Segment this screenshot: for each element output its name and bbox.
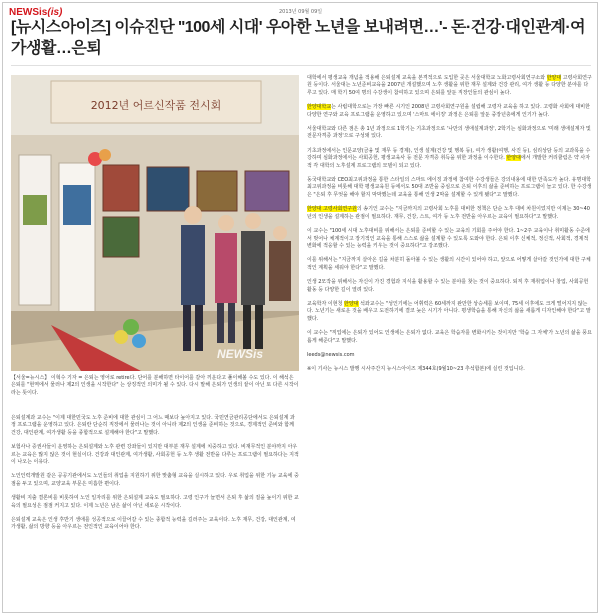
paragraph: 은퇴설계 교육은 인생 후반기 생애를 성공적으로 이끌어갈 수 있는 종합적 능력을 길러주는 교육이다. 노후 재무, 건강, 대인관계, 여가생활, 삶의 방향 등을 아우르는 전인적인 교육이어야 한다. xyxy=(11,517,296,531)
logo-paren-close: ) xyxy=(59,7,63,18)
article-column-left xyxy=(11,415,299,539)
paragraph: 한양대 고령사회연구원의 송기인 교수는 "지금까지의 고령사회 노후를 대비한 정책은 단순 노후 대비 차원이었지만 이제는 30~40년의 인생을 설계하는 관점이 필요하다. 재무, 건강, 스트, 여가 등 노후 전반을 아우르는 교육이 필요하다"고 말했다. xyxy=(307,206,590,220)
paragraph: 서울대학교와 다른 점은 총 1년 과정으로 1학기는 기초과정으로 '나만의 생애설계과정', 2학기는 심화과정으로 '미래 생애설계자 및 전문자격증 과정'으로 구성돼 있다. xyxy=(307,126,591,140)
headline-divider xyxy=(11,65,591,66)
article-column-right xyxy=(307,75,593,381)
highlight-term: 한양대 xyxy=(344,300,359,307)
highlight-term: 한양대 고령사회연구원 xyxy=(307,206,357,213)
footnote: ※이 기사는 뉴시스 발행 시사주간지 뉴시스아이즈 제344호(9월10~23 추석합본)에 실린 것입니다. xyxy=(307,366,525,373)
highlight-term: 한양대학교 xyxy=(307,104,332,111)
article-photo xyxy=(11,75,299,371)
paragraph: 이를 위해서는 "지금까지 살아온 길을 차분히 돌아볼 수 있는 생활의 시간이 있어야 하고, 앞으로 어떻게 살아갈 것인가에 대한 구체적인 계획을 세워야 한다"고 말했다. xyxy=(307,257,591,271)
paragraph: 대학에서 평생교육 개념을 적용해 은퇴설계 교육을 본격적으로 도입한 곳은 서울대학교 노화고령사회연구소와 한양대 고령사회연구원 등이다. 서울대는 노년준비교육을 2007년 개설했으며 노후 생활을 위한 재무 설계와 건강 관리, 여가 생활 등 다양한 분야를 다루고 있다. 매 학기 50여 명의 수강생이 참여하고 있으며 은퇴를 앞둔 직장인들의 관심이 높다. xyxy=(307,75,592,96)
paragraph: 동국대학교와 CEO최고위과정을 통한 스타일의 스마트 에이징 과정에 참여한 수강생들은 강의내용에 대한 만족도가 높다. 유명대학 최고위과정을 비롯해 대학 평생교육원 등에서도 50대 조반을 중심으로 은퇴 이후의 삶을 준비하는 프로그램이 늘고 있다. 한 수강생은 "은퇴 후 무엇을 해야 할지 막막했는데 교육을 통해 인생 2막을 설계할 수 있게 됐다"고 말했다. xyxy=(307,177,592,198)
paragraph: 교육학자 이현청 한양대 석좌교수는 "성인기에는 어휘력은 60세까지 완만한 상승세를 보이며, 75세 이후에도 크게 떨어지지 않는다. 노년기는 새로운 것을 배우고 도전하기에 결코 늦은 시기가 아니다. 평생학습을 통해 자신의 삶을 새롭게 디자인해야 한다"고 말했다. xyxy=(307,300,591,322)
exhibition-photo xyxy=(11,75,299,371)
logo-text: NEWSis xyxy=(9,7,48,18)
article-page xyxy=(2,2,598,613)
exhibition-banner-text: 2012년 어르신작품 전시회 xyxy=(90,99,222,112)
paragraph: 이 교수는 "100세 시대 노후대비를 위해서는 은퇴를 준비할 수 있는 교육의 기회를 주어야 한다. 1~2주 교육이나 취미활동 수준에서 벗어나 체계적이고 장기적인 교육을 통해 스스로 삶을 설계할 수 있도록 도와야 한다. 은퇴 이후 신체적, 정신적, 사회적, 경제적 변화에 적응할 수 있는 능력을 키우는 것이 중요하다"고 강조했다. xyxy=(307,228,590,249)
paragraph: 생활비 지출 결론비를 비롯하여 노인 일자리를 위한 은퇴설계 교육도 필요하다. 고령 인구가 늘면서 은퇴 후 삶의 질을 높이기 위한 교육의 필요성은 점점 커지고 있다. 이제 노년은 남은 삶이 아닌 새로운 시작이다. xyxy=(11,495,299,509)
reporter-email: leeds@newsis.com xyxy=(307,351,355,358)
highlight-term: 한양대 xyxy=(506,155,521,162)
paragraph: 은퇴설계과 교수는 "이제 대한민국도 노후 준비에 대한 관심이 그 어느 때보다 높아지고 있다. 국민연금관리공단에서도 은퇴설계 과정 프로그램을 운영하고 있다. 은퇴란 단순히 직장에서 물러나는 것이 아니라 제2의 인생을 준비하는 것으로, 경제적인 준비와 함께 건강, 대인관계, 여가생활 등을 종합적으로 설계해야 한다"고 말했다. xyxy=(11,415,295,436)
photo-caption: 【서울=뉴시스】 이혁수 기자 = 은퇴는 영어로 retire다. 단어를 분해하면 타이어를 갈아 끼운다고 풀이해볼 수도 있다. 이 해석은 은퇴를 "현역에서 물러나 제2의 인생을 시작한다" 는 상징적인 의미가 될 수 있다. 다시 말해 은퇴가 인생의 끝이 아닌 또 다른 시작이라는 뜻이다. xyxy=(11,375,299,396)
logo-is: is xyxy=(50,7,60,18)
paragraph: 이 교수는 "직업에는 은퇴가 있어도 인생에는 은퇴가 없다. 교육은 학습자를 변화시키는 것이지만 '학습 그 자체'가 노년의 삶을 풍요롭게 해준다"고 말했다. xyxy=(307,330,592,344)
logo-paren-open: ( xyxy=(47,7,51,18)
highlight-term: 한양대 xyxy=(546,75,562,81)
paragraph: 인생 2모작을 위해서는 자신이 가진 경험과 지식을 활용할 수 있는 분야를 찾는 것이 중요하다. 퇴직 후 재취업이나 창업, 사회공헌 활동 등 다양한 길이 열려 있다. xyxy=(307,279,589,293)
paragraph: 기초과정에서는 인문교양(금융 및 재무 등 경제), 인생 설계(건강 및 행복 등), 여가 생활(여행, 사진 등), 심리상담 등의 교과목을 수강하며 심화과정에서는 사회공헌, 평생교육사 등 전문 자격증 취득을 위한 과정을 이수한다. 한양대에서 개발한 커리큘럼은 약 사자적 각 대학의 노후설계 프로그램의 모델이 되고 있다. xyxy=(307,147,591,169)
publish-date: 2013년 09월 09일 xyxy=(279,9,323,15)
paragraph: 보험사나 증권사들이 운영하는 은퇴설계와 노후 관련 강좌들이 있지만 대부분 재무 설계에 치중하고 있다. 비재무적인 분야까지 아우르는 교육은 많지 않은 것이 현실이다. 건강과 대인관계, 여가생활, 사회공헌 등 노후 생활 전반을 다루는 프로그램이 필요하다는 지적이 나오는 이유다. xyxy=(11,444,299,466)
paragraph: 노인인력개발원 같은 공공기관에서도 노인들의 취업을 지원하기 위한 맞춤형 교육을 실시하고 있다. 우로 취업을 위한 기능 교육에 중점을 두고 있으며, 교양교육 부문은 미흡한 편이다. xyxy=(11,473,299,487)
paragraph: 한양대학교는 사립대학으로는 가장 빠른 시기인 2008년 고령사회연구원을 설립해 고령자 교육을 하고 있다. 고령화 사회에 대비한 다양한 연구와 교육 프로그램을 운영하고 있으며 '스마트 에이징' 과정은 은퇴를 앞둔 중장년층에게 인기가 높다. xyxy=(307,104,590,118)
article-headline: [뉴시스아이즈] 이슈진단 ''100세 시대' 우아한 노년을 보내려면…'- 돈·건강·대인관계·여가생활…은퇴 xyxy=(11,19,586,57)
photo-watermark: NEWSis xyxy=(217,347,264,361)
